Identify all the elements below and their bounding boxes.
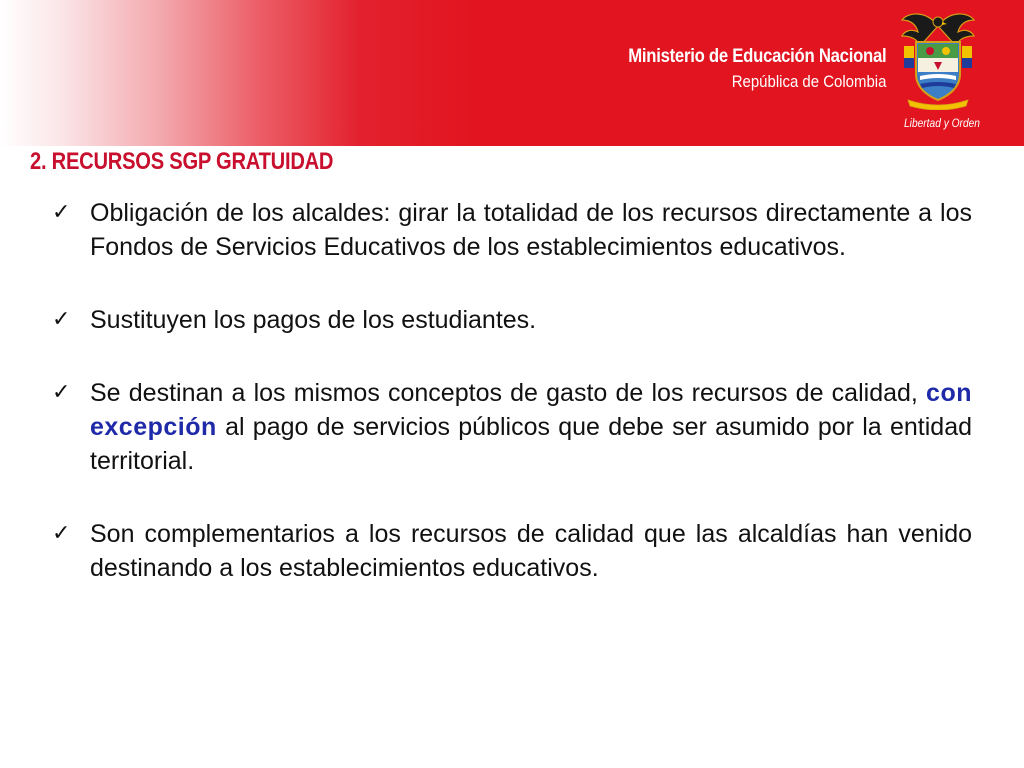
bullet-text: Son complementarios a los recursos de calidad que las alcaldías han venido destinando a los establecimientos educativos. (90, 520, 972, 582)
motto-text: Libertad y Orden (904, 116, 980, 130)
checkmark-icon: ✓ (52, 521, 71, 546)
checkmark-icon: ✓ (52, 200, 71, 225)
list-item (52, 196, 972, 264)
bullet-text: Sustituyen los pagos de los estudiantes. (90, 306, 537, 334)
bullet-text-after: al pago de servicios públicos que debe ser asumido por la entidad territorial. (90, 413, 972, 475)
list-item (52, 376, 972, 478)
checkmark-icon: ✓ (52, 307, 71, 332)
ministry-name: Ministerio de Educación Nacional (627, 46, 886, 67)
bullet-text: Obligación de los alcaldes: girar la totalidad de los recursos directamente a los Fondos de Servicios Educativos de los establecimientos educativos. (90, 199, 972, 261)
bullet-list (52, 196, 972, 624)
header-banner (0, 0, 1024, 146)
list-item (52, 303, 972, 337)
bullet-text-before: Se destinan a los mismos conceptos de gasto de los recursos de calidad, (90, 379, 918, 407)
country-name: República de Colombia (731, 72, 886, 91)
ministry-block (593, 46, 886, 92)
slide-title: 2. RECURSOS SGP GRATUIDAD (30, 148, 334, 175)
list-item (52, 517, 972, 585)
emphasis-text: con excepción (90, 379, 972, 441)
checkmark-icon: ✓ (52, 380, 71, 405)
coat-of-arms-icon (898, 6, 978, 110)
bullet-text (90, 376, 972, 478)
